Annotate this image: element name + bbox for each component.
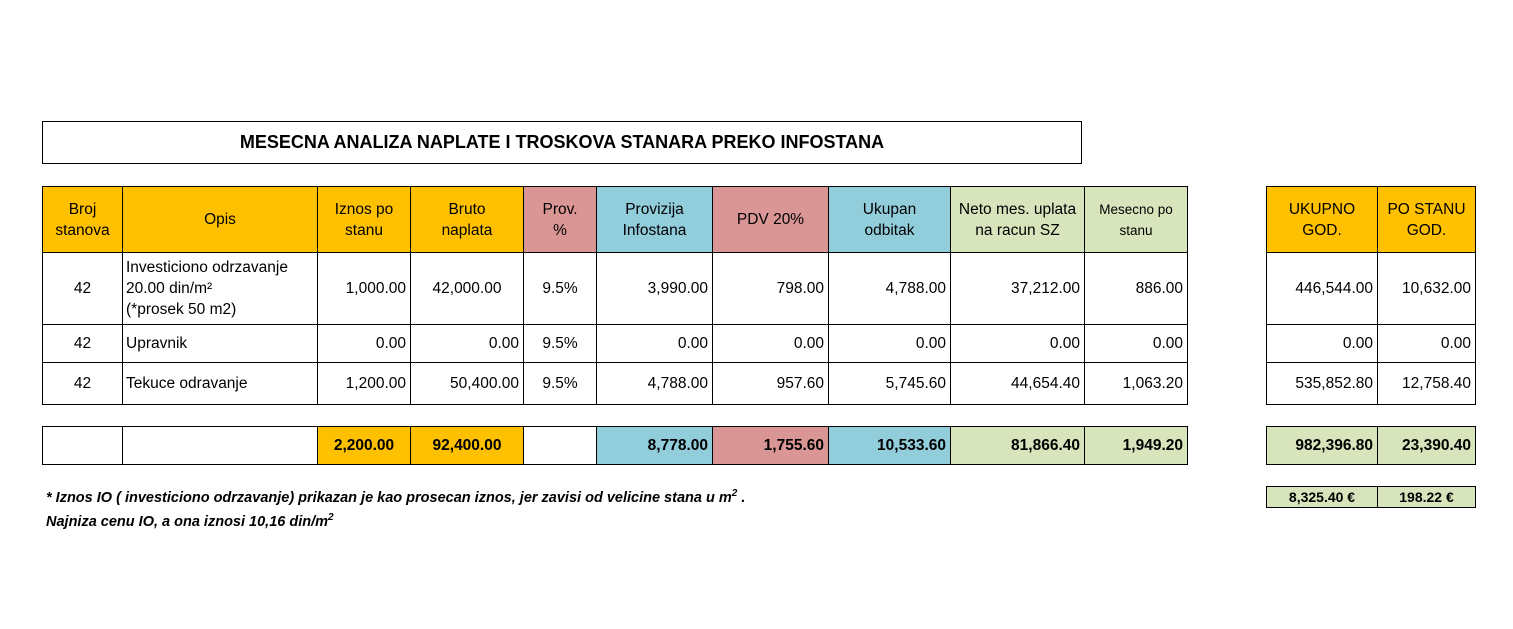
page-title: MESECNA ANALIZA NAPLATE I TROSKOVA STANARA PREKO INFOSTANA: [42, 121, 1082, 164]
footnote-1: * Iznos IO ( investiciono odrzavanje) prikazan je kao prosecan iznos, jer zavisi od velicine stana u $m^2$ .: [46, 488, 746, 506]
totals-row: [1267, 427, 1476, 465]
header-ukupan: Ukupan odbitak: [829, 187, 951, 253]
total-provizija: 8,778.00: [597, 427, 713, 465]
cell-ukupan: 5,745.60: [829, 363, 951, 405]
cell-neto: 37,212.00: [951, 253, 1085, 325]
total-bruto: 92,400.00: [411, 427, 524, 465]
total-ukupno-god: 982,396.80: [1267, 427, 1378, 465]
cell-prov: 9.5%: [524, 363, 597, 405]
table-row: [43, 253, 1188, 325]
cell-po-stanu-god: 12,758.40: [1378, 363, 1476, 405]
total-pdv: 1,755.60: [713, 427, 829, 465]
cell-empty: [43, 427, 123, 465]
cell-ukupno-god: 535,852.80: [1267, 363, 1378, 405]
cell-mesecno: 886.00: [1085, 253, 1188, 325]
header-po-stanu-god: PO STANU GOD.: [1378, 187, 1476, 253]
total-mesecno: 1,949.20: [1085, 427, 1188, 465]
cell-broj: 42: [43, 253, 123, 325]
cell-bruto: 0.00: [411, 325, 524, 363]
total-neto: 81,866.40: [951, 427, 1085, 465]
cell-bruto: 42,000.00: [411, 253, 524, 325]
footnote-2: Najniza cenu IO, a ona iznosi 10,16 din/$m^2$: [46, 512, 334, 530]
table-row: [43, 363, 1188, 405]
cell-ukupan: 0.00: [829, 325, 951, 363]
cell-neto: 0.00: [951, 325, 1085, 363]
header-bruto: Bruto naplata: [411, 187, 524, 253]
cell-empty: [524, 427, 597, 465]
total-ukupan: 10,533.60: [829, 427, 951, 465]
cell-mesecno: 1,063.20: [1085, 363, 1188, 405]
cell-prov: 9.5%: [524, 253, 597, 325]
yearly-table: [1266, 186, 1476, 405]
cell-broj: 42: [43, 363, 123, 405]
cell-po-stanu-god: 10,632.00: [1378, 253, 1476, 325]
header-mesecno: Mesecno po stanu: [1085, 187, 1188, 253]
header-iznos: Iznos po stanu: [318, 187, 411, 253]
table-row: [1267, 325, 1476, 363]
cell-ukupno-god: 446,544.00: [1267, 253, 1378, 325]
cell-opis: Investiciono odrzavanje 20.00 din/m² (*prosek 50 m2): [123, 253, 318, 325]
euro-po-stanu-god: 198.22 €: [1378, 487, 1476, 508]
main-table: [42, 186, 1188, 405]
cell-mesecno: 0.00: [1085, 325, 1188, 363]
cell-broj: 42: [43, 325, 123, 363]
cell-po-stanu-god: 0.00: [1378, 325, 1476, 363]
cell-prov: 9.5%: [524, 325, 597, 363]
cell-iznos: 1,000.00: [318, 253, 411, 325]
header-pdv: PDV 20%: [713, 187, 829, 253]
total-iznos: 2,200.00: [318, 427, 411, 465]
header-prov: Prov. %: [524, 187, 597, 253]
cell-provizija: 0.00: [597, 325, 713, 363]
cell-provizija: 4,788.00: [597, 363, 713, 405]
header-provizija: Provizija Infostana: [597, 187, 713, 253]
header-neto: Neto mes. uplata na racun SZ: [951, 187, 1085, 253]
cell-pdv: 0.00: [713, 325, 829, 363]
cell-ukupno-god: 0.00: [1267, 325, 1378, 363]
cell-neto: 44,654.40: [951, 363, 1085, 405]
total-po-stanu-god: 23,390.40: [1378, 427, 1476, 465]
euro-ukupno-god: 8,325.40 €: [1267, 487, 1378, 508]
cell-pdv: 957.60: [713, 363, 829, 405]
header-opis: Opis: [123, 187, 318, 253]
cell-empty: [123, 427, 318, 465]
totals-table: [42, 426, 1188, 465]
cell-opis: Upravnik: [123, 325, 318, 363]
cell-pdv: 798.00: [713, 253, 829, 325]
header-ukupno-god: UKUPNO GOD.: [1267, 187, 1378, 253]
cell-ukupan: 4,788.00: [829, 253, 951, 325]
cell-provizija: 3,990.00: [597, 253, 713, 325]
table-row: [43, 325, 1188, 363]
yearly-totals-table: [1266, 426, 1476, 465]
cell-iznos: 0.00: [318, 325, 411, 363]
cell-opis: Tekuce odravanje: [123, 363, 318, 405]
cell-iznos: 1,200.00: [318, 363, 411, 405]
table-row: [1267, 363, 1476, 405]
euro-table: [1266, 486, 1476, 508]
header-broj: Broj stanova: [43, 187, 123, 253]
cell-bruto: 50,400.00: [411, 363, 524, 405]
totals-row: [43, 427, 1188, 465]
euro-row: [1267, 487, 1476, 508]
table-row: [1267, 253, 1476, 325]
